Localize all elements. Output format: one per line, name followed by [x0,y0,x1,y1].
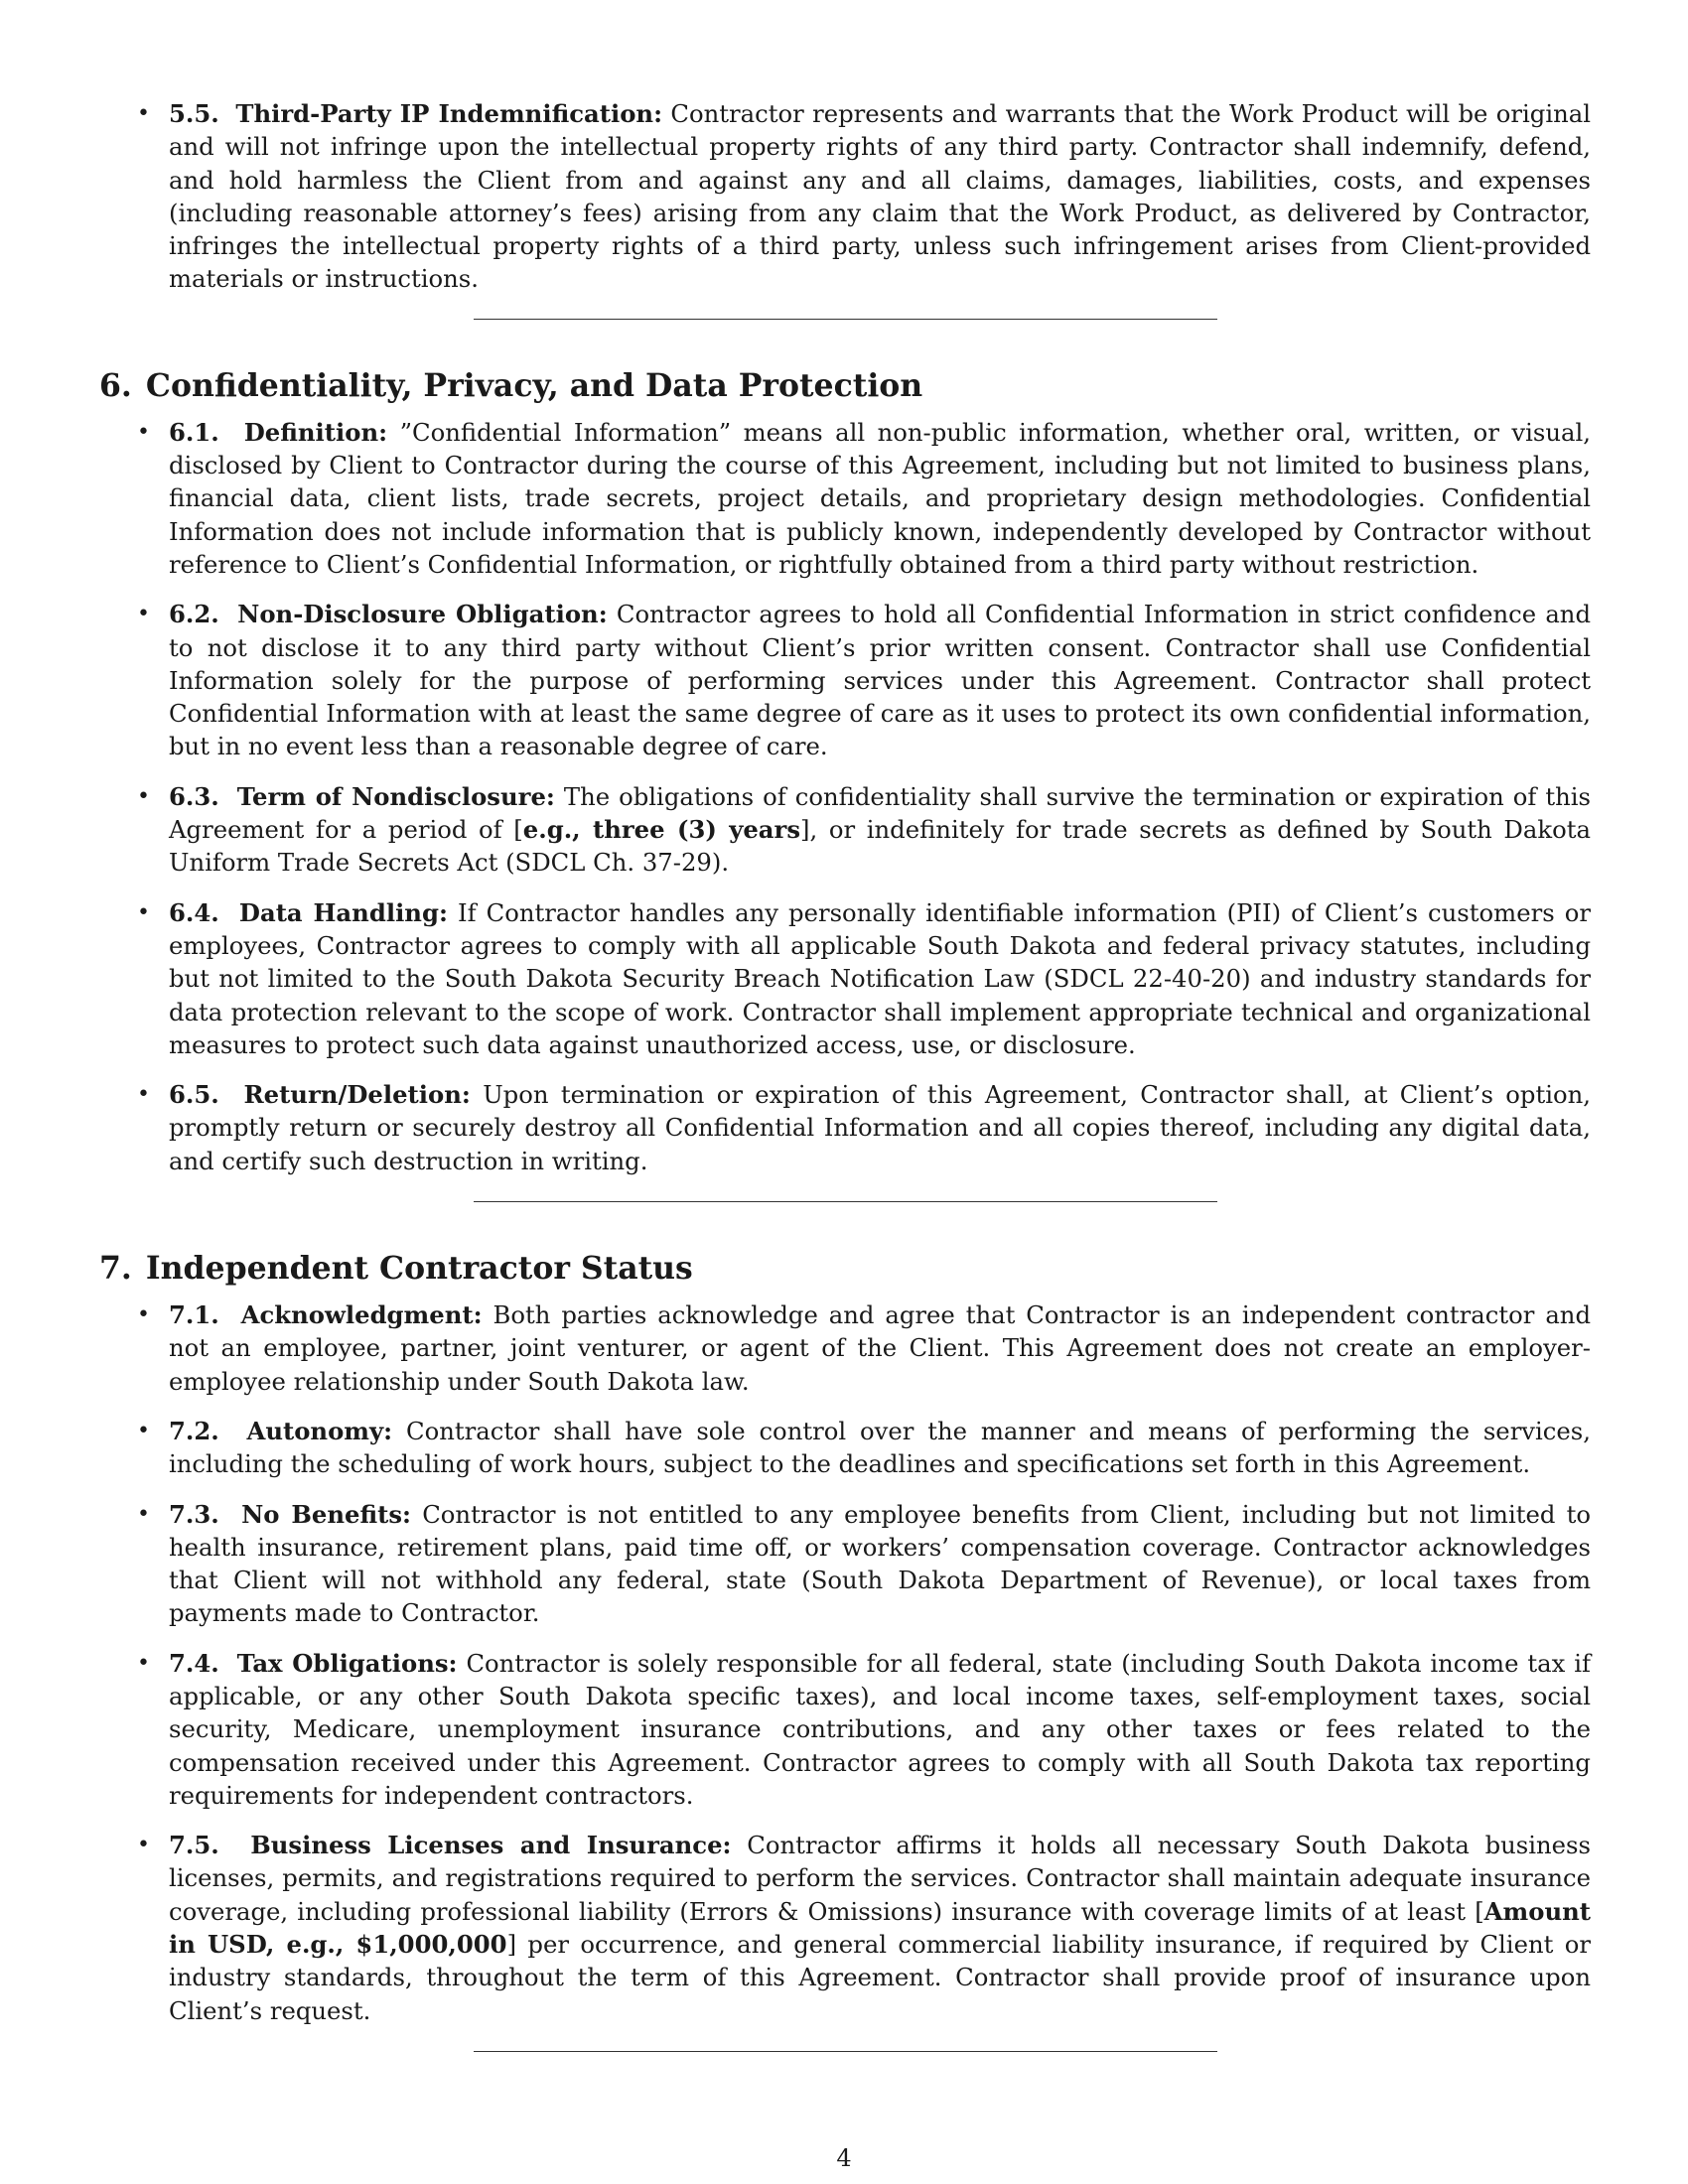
clause-7-2 [99,1415,1591,1481]
clause-number: 7.2. [169,1416,219,1445]
clause-label: Third-Party IP Indemnification: [235,99,663,128]
bullet-icon: • [137,419,150,445]
clause-text: Contractor shall have sole control over the manner and means of performing the services, including the scheduling of work hours, subject to the deadlines and specifications set forth in this Agreement. [169,1416,1591,1479]
clause-6-3 [99,780,1591,880]
clause-number: 6.1. [169,417,219,447]
clause-text: Contractor represents and warrants that the Work Product will be original and will not infringe upon the intellectual property rights of any third party. Contractor shall indemnify, defend, and hold harmless the Client from and against any and all claims, damages, liabilities, costs, and expenses (including reasonable attorney’s fees) arising from any claim that the Work Product, as delivered by Contractor, infringes the intellectual property rights of a third party, unless such infringement arises from Client-provided materials or instructions. [169,99,1591,294]
clause-label: Business Licenses and Insurance: [250,1831,732,1860]
clause-6-5 [99,1078,1591,1177]
section-divider [474,2051,1217,2052]
bullet-icon: • [137,101,150,126]
clause-text: The obligations of confidentiality shall survive the termination or expiration of this Agreement for a period of [ [169,781,1591,845]
section-number: 7. [99,1250,132,1288]
clause-number: 7.3. [169,1499,219,1529]
clause-text: ”Confidential Information” means all non-public information, whether oral, written, or visual, disclosed by Client to Contractor during the course of this Agreement, including but not limited to business plans, financial data, client lists, trade secrets, project details, and proprietary design methodologies. Confidential Information does not include information that is publicly known, independently developed by Contractor without reference to Client’s Confidential Information, or rightfully obtained from a third party without restriction. [169,417,1591,579]
clause-number: 6.3. [169,781,219,811]
clause-number: 7.4. [169,1648,219,1678]
bullet-icon: • [137,1833,150,1858]
bullet-icon: • [137,1082,150,1108]
clause-7-4 [99,1647,1591,1812]
bullet-icon: • [137,783,150,809]
clause-text: Both parties acknowledge and agree that Contractor is an independent contractor and not an employee, partner, joint venturer, or agent of the Client. This Agreement does not create an employer-employee relationship under South Dakota law. [169,1300,1592,1396]
clause-label: No Benefits: [241,1499,412,1529]
clause-number: 6.5. [169,1080,219,1110]
section-title: Confidentiality, Privacy, and Data Protection [145,366,923,404]
bullet-icon: • [137,1501,150,1527]
section-title: Independent Contractor Status [145,1250,693,1288]
clause-text: Upon termination or expiration of this Agreement, Contractor shall, at Client’s option, promptly return or securely destroy all Confidential Information and all copies thereof, including any digital data, and certify such destruction in writing. [169,1080,1591,1175]
clause-6-1 [99,416,1591,581]
clause-7-1 [99,1298,1591,1398]
clause-7-3 [99,1498,1591,1630]
clause-6-2 [99,598,1591,762]
clause-text: If Contractor handles any personally identifiable information (PII) of Client’s customers or employees, Contractor agrees to comply with all applicable South Dakota and federal privacy statutes, including but not limited to the South Dakota Security Breach Notification Law (SDCL 22-40-20) and industry standards for data protection relevant to the scope of work. Contractor shall implement appropriate technical and organizational measures to protect such data against unauthorized access, use, or disclosure. [169,897,1591,1059]
section-7-clause-list [99,1298,1591,2027]
clause-label: Autonomy: [246,1416,393,1445]
clause-text: ], or indefinitely for trade secrets as defined by South Dakota Uniform Trade Secrets Act (SDCL Ch. 37-29). [169,815,1591,878]
bullet-icon: • [137,1650,150,1676]
clause-number: 5.5. [169,99,219,128]
clause-text: ] per occurrence, and general commercial liability insurance, if required by Client or industry standards, throughout the term of this Agreement. Contractor shall provide proof of insurance upon Client’s request. [169,1930,1591,2025]
page-number: 4 [836,2144,852,2172]
section-divider [474,319,1217,320]
placeholder-term: e.g., three (3) years [522,815,801,845]
clause-label: Acknowledgment: [240,1300,483,1330]
clause-label: Tax Obligations: [236,1648,458,1678]
clause-6-4 [99,896,1591,1061]
section-7-heading [99,1249,1591,1289]
clause-label: Data Handling: [238,897,448,927]
section-6-clause-list [99,416,1591,1177]
clause-text: Contractor affirms it holds all necessary South Dakota business licenses, permits, and registrations required to perform the services. Contractor shall maintain adequate insurance coverage, including professional liability (Errors & Omissions) insurance with coverage limits of at least [ [169,1831,1591,1926]
clause-number: 6.4. [169,897,219,927]
clause-label: Definition: [243,417,388,447]
section-number: 6. [99,366,132,404]
clause-text: Contractor is solely responsible for all federal, state (including South Dakota income tax if applicable, or any other South Dakota specific taxes), and local income taxes, self-employment taxes, social security, Medicare, unemployment insurance contributions, and any other taxes or fees related to the compensation received under this Agreement. Contractor agrees to comply with all South Dakota tax reporting requirements for independent contractors. [169,1648,1591,1810]
document-page [99,97,1591,2052]
clause-7-5 [99,1829,1591,2027]
placeholder-amount: Amount in USD, e.g., $1,000,000 [169,1896,1591,1960]
section-6-heading [99,366,1591,406]
bullet-icon: • [137,1418,150,1443]
bullet-icon: • [137,602,150,627]
clause-label: Return/Deletion: [243,1080,471,1110]
bullet-icon: • [137,1302,150,1328]
section-divider [474,1201,1217,1202]
clause-text: Contractor agrees to hold all Confidential Information in strict confidence and to not disclose it to any third party without Client’s prior written consent. Contractor shall use Confidential Information solely for the purpose of performing services under this Agreement. Contractor shall protect Confidential Information with at least the same degree of care as it uses to protect its own confidential information, but in no event less than a reasonable degree of care. [169,600,1592,761]
clause-number: 7.5. [169,1831,219,1860]
clause-number: 7.1. [169,1300,219,1330]
clause-label: Term of Nondisclosure: [236,781,555,811]
clause-text: Contractor is not entitled to any employee benefits from Client, including but not limited to health insurance, retirement plans, paid time off, or workers’ compensation coverage. Contractor acknowledges that Client will not withhold any federal, state (South Dakota Department of Revenue), or local taxes from payments made to Contractor. [169,1499,1591,1628]
section-5-clause-list [99,97,1591,296]
clause-5-5 [99,97,1591,296]
clause-label: Non-Disclosure Obligation: [237,600,608,629]
clause-number: 6.2. [169,600,219,629]
bullet-icon: • [137,899,150,925]
